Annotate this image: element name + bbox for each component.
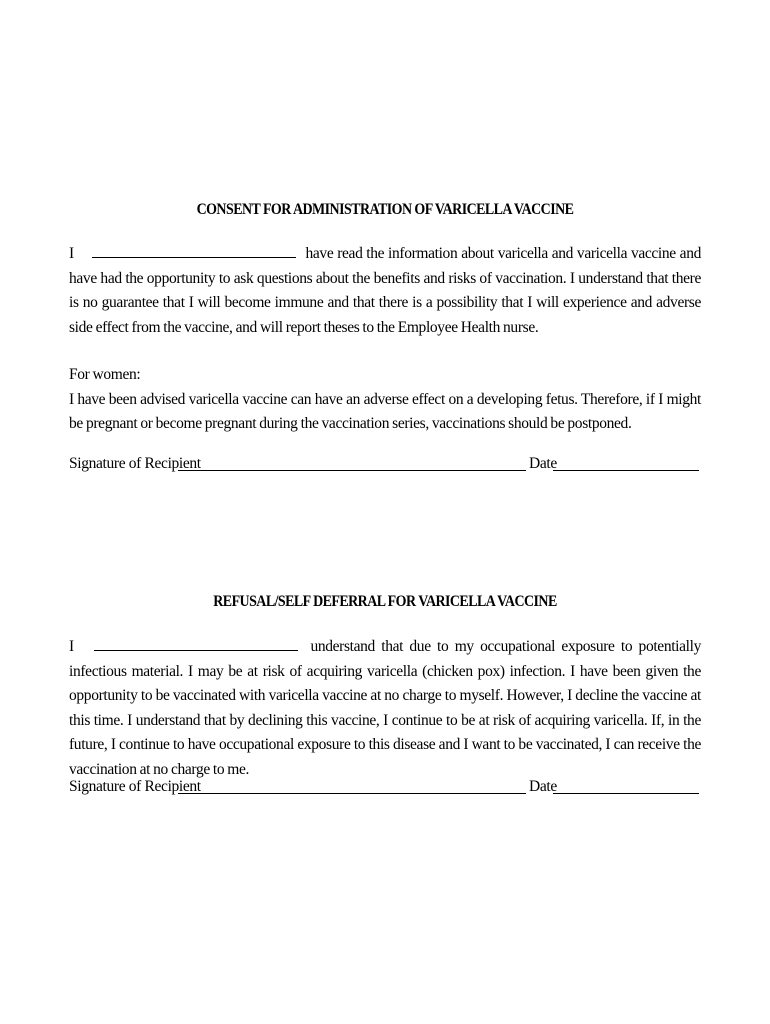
refusal-date-label: Date — [529, 778, 557, 795]
refusal-text: understand that due to my occupational exposure to potentially infectious material. I may be at risk of acquiring varicella (chicken pox) infection. I have been given the opportunity to be vaccinated with varicella vaccine at no charge to myself. However, I decline the vaccine at this time. I understand that by declining this vaccine, I continue to be at risk of acquiring varicella. If, in the future, I continue to have occupational exposure to this disease and I want to be vaccinated, I can receive the vaccination at no charge to me. — [69, 638, 701, 778]
women-section — [69, 363, 701, 437]
consent-date-label: Date — [529, 455, 557, 472]
consent-date-field[interactable] — [553, 470, 699, 471]
consent-name-field[interactable] — [92, 241, 296, 258]
consent-signature-field[interactable] — [178, 470, 526, 471]
consent-title: CONSENT FOR ADMINISTRATION OF VARICELLA VACCINE — [196, 201, 574, 218]
refusal-signature-label: Signature of Recipient — [69, 778, 201, 795]
refusal-lead: I — [69, 638, 74, 655]
refusal-name-field[interactable] — [94, 634, 298, 651]
refusal-paragraph — [69, 634, 701, 783]
refusal-date-field[interactable] — [553, 793, 699, 794]
consent-signature-label: Signature of Recipient — [69, 455, 201, 472]
consent-lead: I — [69, 245, 74, 262]
consent-text: have read the information about varicella and varicella vaccine and have had the opportunity to ask questions about the benefits and risks of vaccination. I understand that there is no guarantee that I will become immune and that there is a possibility that I will experience and adverse side effect from the vaccine, and will report theses to the Employee Health nurse. — [69, 245, 701, 336]
refusal-signature-field[interactable] — [178, 793, 526, 794]
refusal-title: REFUSAL/SELF DEFERRAL FOR VARICELLA VACCINE — [213, 593, 557, 610]
women-text: I have been advised varicella vaccine can have an adverse effect on a developing fetus. Therefore, if I might be pregnant or become pregnant during the vaccination series, vaccinations should be postponed. — [69, 390, 701, 433]
consent-paragraph — [69, 241, 701, 340]
women-heading: For women: — [69, 366, 141, 383]
